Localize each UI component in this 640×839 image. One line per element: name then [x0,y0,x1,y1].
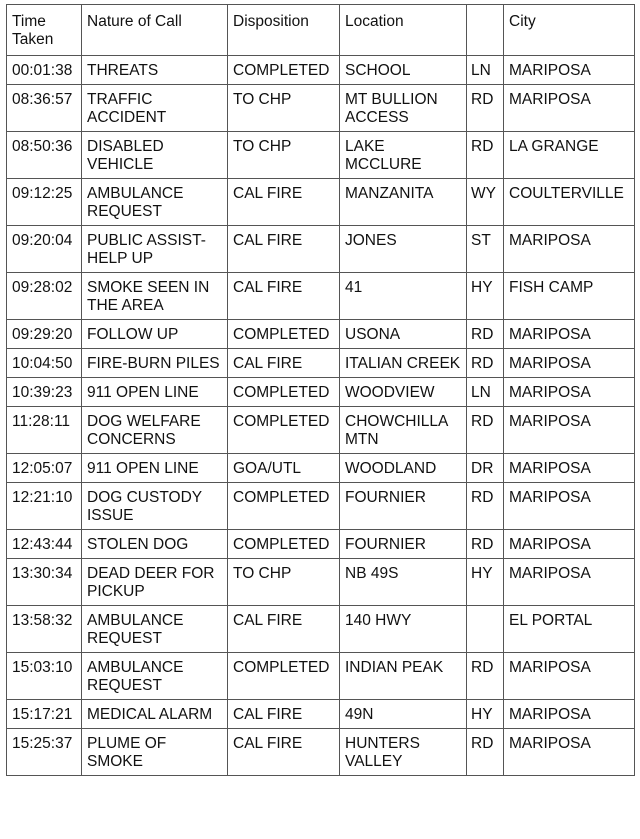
header-city: City [504,5,635,56]
cell-nature-of-call: DISABLED VEHICLE [82,132,228,179]
cell-time-taken: 09:28:02 [7,273,82,320]
cell-disposition: COMPLETED [228,378,340,407]
cell-city: COULTERVILLE [504,179,635,226]
cell-nature-of-call: DEAD DEER FOR PICKUP [82,559,228,606]
cell-city: MARIPOSA [504,226,635,273]
cell-city: MARIPOSA [504,700,635,729]
cell-city: MARIPOSA [504,378,635,407]
cell-disposition: CAL FIRE [228,226,340,273]
cell-time-taken: 12:05:07 [7,454,82,483]
cell-street-suffix: RD [467,483,504,530]
cell-time-taken: 09:12:25 [7,179,82,226]
cell-disposition: TO CHP [228,559,340,606]
table-row [7,273,635,320]
cell-nature-of-call: SMOKE SEEN IN THE AREA [82,273,228,320]
cell-nature-of-call: FOLLOW UP [82,320,228,349]
header-row [7,5,635,56]
cell-time-taken: 10:04:50 [7,349,82,378]
table-row [7,530,635,559]
cell-nature-of-call: PLUME OF SMOKE [82,729,228,776]
cell-city: MARIPOSA [504,559,635,606]
cell-city: MARIPOSA [504,729,635,776]
table-body [7,56,635,776]
cell-street-suffix: LN [467,56,504,85]
table-row [7,132,635,179]
table-row [7,454,635,483]
cell-city: MARIPOSA [504,530,635,559]
cell-location: MANZANITA [340,179,467,226]
cell-time-taken: 09:29:20 [7,320,82,349]
cell-street-suffix: DR [467,454,504,483]
cell-disposition: COMPLETED [228,56,340,85]
header-nature-of-call: Nature of Call [82,5,228,56]
cell-location: 140 HWY [340,606,467,653]
cell-disposition: TO CHP [228,132,340,179]
table-row [7,56,635,85]
cell-city: MARIPOSA [504,320,635,349]
call-log-table [6,4,635,776]
header-location: Location [340,5,467,56]
cell-street-suffix: ST [467,226,504,273]
cell-city: FISH CAMP [504,273,635,320]
cell-city: EL PORTAL [504,606,635,653]
table-row [7,729,635,776]
cell-disposition: CAL FIRE [228,273,340,320]
cell-disposition: COMPLETED [228,320,340,349]
cell-nature-of-call: MEDICAL ALARM [82,700,228,729]
cell-time-taken: 10:39:23 [7,378,82,407]
cell-time-taken: 08:50:36 [7,132,82,179]
header-disposition: Disposition [228,5,340,56]
cell-time-taken: 11:28:11 [7,407,82,454]
cell-street-suffix: RD [467,653,504,700]
cell-street-suffix: HY [467,559,504,606]
cell-city: MARIPOSA [504,454,635,483]
cell-disposition: GOA/UTL [228,454,340,483]
table-row [7,179,635,226]
cell-street-suffix: RD [467,132,504,179]
cell-location: 41 [340,273,467,320]
cell-city: MARIPOSA [504,349,635,378]
cell-city: MARIPOSA [504,483,635,530]
cell-time-taken: 00:01:38 [7,56,82,85]
table-row [7,606,635,653]
cell-location: CHOWCHILLA MTN [340,407,467,454]
cell-location: NB 49S [340,559,467,606]
cell-nature-of-call: AMBULANCE REQUEST [82,606,228,653]
cell-disposition: CAL FIRE [228,179,340,226]
cell-nature-of-call: FIRE-BURN PILES [82,349,228,378]
cell-location: FOURNIER [340,530,467,559]
table-row [7,226,635,273]
cell-time-taken: 15:17:21 [7,700,82,729]
cell-nature-of-call: STOLEN DOG [82,530,228,559]
table-row [7,349,635,378]
cell-city: MARIPOSA [504,407,635,454]
cell-location: ITALIAN CREEK [340,349,467,378]
cell-street-suffix: LN [467,378,504,407]
cell-street-suffix: RD [467,407,504,454]
cell-location: HUNTERS VALLEY [340,729,467,776]
cell-location: JONES [340,226,467,273]
cell-disposition: TO CHP [228,85,340,132]
table-row [7,320,635,349]
cell-time-taken: 12:43:44 [7,530,82,559]
table-header [7,5,635,56]
header-time-taken: Time Taken [7,5,82,56]
cell-location: 49N [340,700,467,729]
cell-time-taken: 13:30:34 [7,559,82,606]
table-row [7,653,635,700]
cell-disposition: COMPLETED [228,530,340,559]
cell-street-suffix: RD [467,349,504,378]
cell-disposition: CAL FIRE [228,729,340,776]
cell-nature-of-call: 911 OPEN LINE [82,378,228,407]
cell-location: WOODLAND [340,454,467,483]
cell-location: LAKE MCCLURE [340,132,467,179]
cell-street-suffix: RD [467,729,504,776]
header-street-suffix [467,5,504,56]
cell-nature-of-call: DOG WELFARE CONCERNS [82,407,228,454]
cell-disposition: CAL FIRE [228,349,340,378]
cell-nature-of-call: 911 OPEN LINE [82,454,228,483]
cell-city: MARIPOSA [504,653,635,700]
cell-nature-of-call: DOG CUSTODY ISSUE [82,483,228,530]
cell-street-suffix: WY [467,179,504,226]
cell-nature-of-call: THREATS [82,56,228,85]
cell-location: INDIAN PEAK [340,653,467,700]
cell-street-suffix: RD [467,320,504,349]
cell-disposition: COMPLETED [228,653,340,700]
cell-street-suffix: HY [467,700,504,729]
cell-disposition: COMPLETED [228,407,340,454]
cell-location: WOODVIEW [340,378,467,407]
cell-location: MT BULLION ACCESS [340,85,467,132]
cell-street-suffix [467,606,504,653]
cell-city: MARIPOSA [504,85,635,132]
cell-time-taken: 08:36:57 [7,85,82,132]
cell-city: LA GRANGE [504,132,635,179]
cell-street-suffix: RD [467,530,504,559]
cell-location: USONA [340,320,467,349]
cell-disposition: CAL FIRE [228,700,340,729]
cell-nature-of-call: TRAFFIC ACCIDENT [82,85,228,132]
cell-time-taken: 12:21:10 [7,483,82,530]
cell-disposition: COMPLETED [228,483,340,530]
cell-time-taken: 15:03:10 [7,653,82,700]
table-row [7,85,635,132]
table-row [7,483,635,530]
cell-nature-of-call: AMBULANCE REQUEST [82,179,228,226]
cell-nature-of-call: PUBLIC ASSIST-HELP UP [82,226,228,273]
table-row [7,378,635,407]
cell-location: FOURNIER [340,483,467,530]
cell-time-taken: 13:58:32 [7,606,82,653]
cell-street-suffix: RD [467,85,504,132]
cell-time-taken: 09:20:04 [7,226,82,273]
cell-nature-of-call: AMBULANCE REQUEST [82,653,228,700]
cell-disposition: CAL FIRE [228,606,340,653]
table-row [7,407,635,454]
cell-city: MARIPOSA [504,56,635,85]
cell-street-suffix: HY [467,273,504,320]
table-row [7,700,635,729]
table-row [7,559,635,606]
cell-time-taken: 15:25:37 [7,729,82,776]
cell-location: SCHOOL [340,56,467,85]
